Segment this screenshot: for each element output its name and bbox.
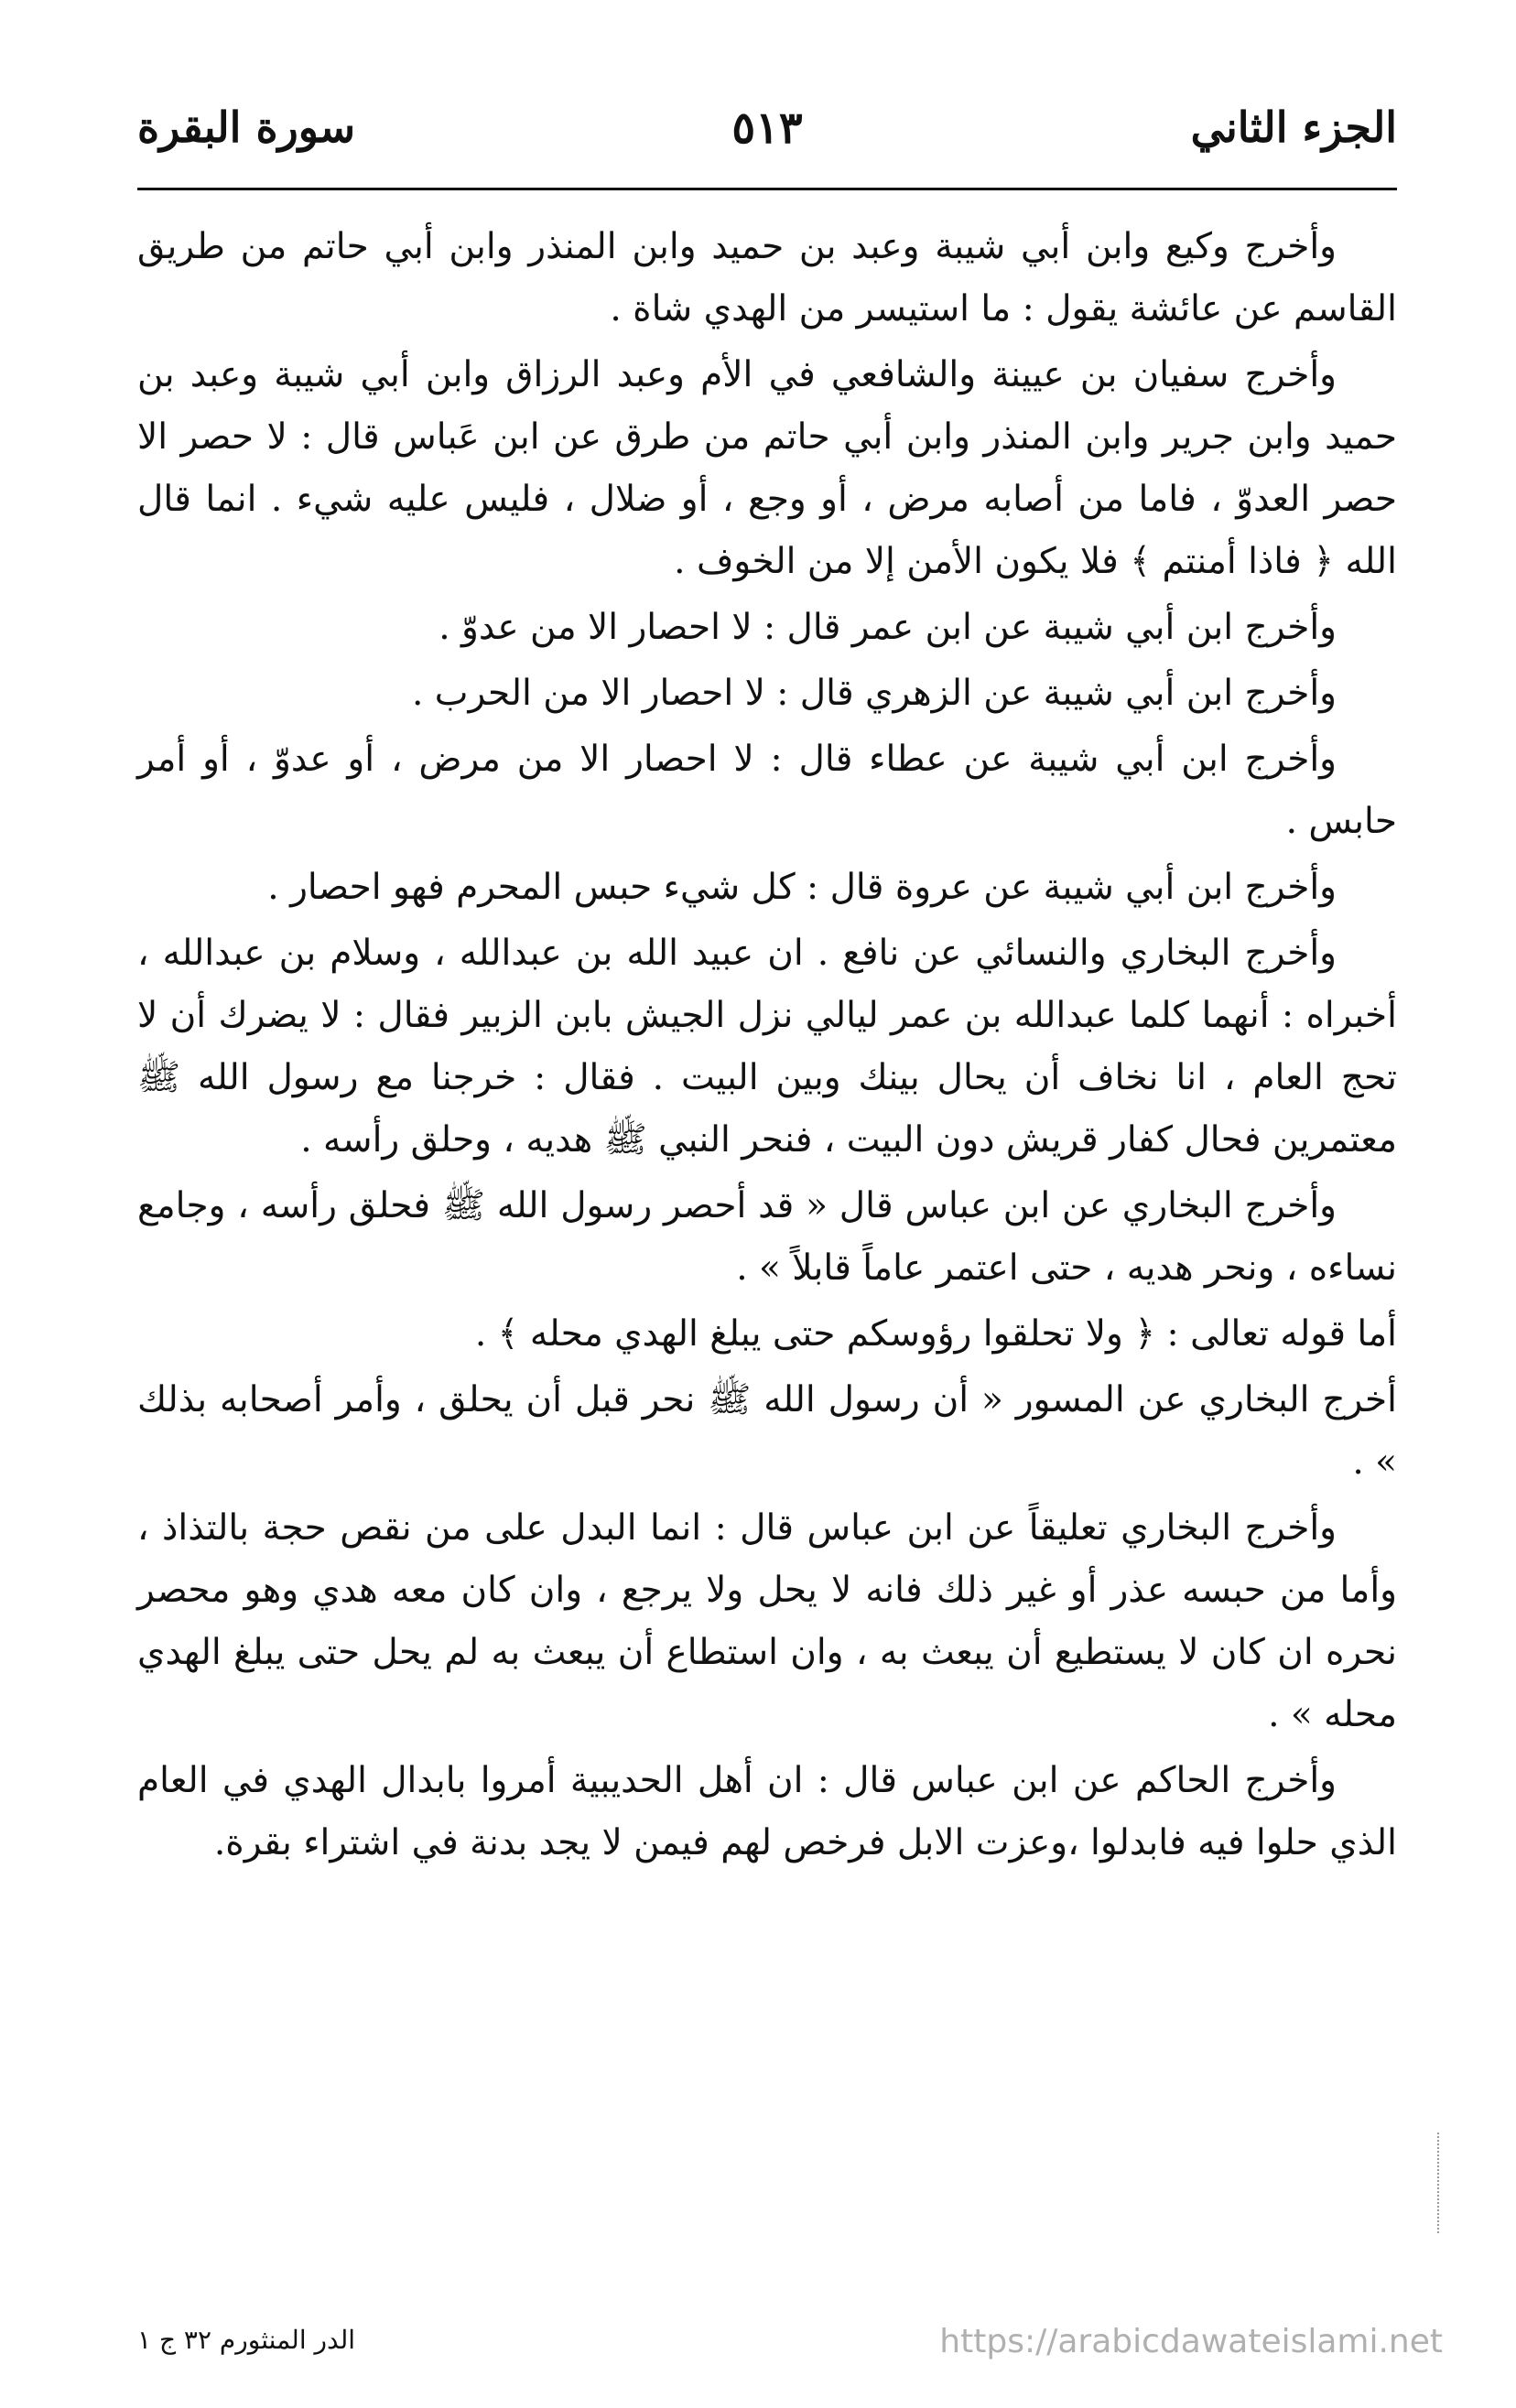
paragraph-2: وأخرج سفيان بن عيينة والشافعي في الأم وعبد الرزاق وابن أبي شيبة وعبد بن حميد وابن جرير وابن المنذر وابن أبي حاتم من طرق عن ابن عَباس قال : لا حصر الا حصر العدوّ ، فاما من أصابه مرض ، أو وجع ، أو ضلال ، فليس عليه شيء . انما قال الله ﴿ فاذا أمنتم ﴾ فلا يكون الأمن إلا من الخوف . — [137, 354, 1397, 582]
page-number: ٥١٣ — [731, 103, 803, 154]
part-title: الجزء الثاني — [1190, 103, 1397, 152]
page-body — [137, 216, 1397, 1878]
paragraph-3: وأخرج ابن أبي شيبة عن ابن عمر قال : لا احصار الا من عدوّ . — [439, 607, 1337, 648]
page-header — [137, 103, 1397, 176]
paragraph-12: وأخرج الحاكم عن ابن عباس قال : ان أهل الحديبية أمروا بابدال الهدي في العام الذي حلوا فيه فابدلوا ،وعزت الابل فرخص لهم فيمن لا يجد بدنة في اشتراء بقرة. — [137, 1760, 1397, 1863]
paragraph-8: وأخرج البخاري عن ابن عباس قال « قد أحصر رسول الله ﷺ فحلق رأسه ، وجامع نساءه ، ونحر هديه ، حتى اعتمر عاماً قابلاً » . — [137, 1185, 1397, 1289]
surah-title: سورة البقرة — [137, 103, 356, 152]
paragraph-4: وأخرج ابن أبي شيبة عن الزهري قال : لا احصار الا من الحرب . — [411, 673, 1337, 714]
paragraph-5: وأخرج ابن أبي شيبة عن عطاء قال : لا احصار الا من مرض ، أو عدوّ ، أو أمر حابس . — [137, 739, 1397, 842]
header-divider — [137, 188, 1397, 190]
paragraph-9: أما قوله تعالى : ﴿ ولا تحلقوا رؤوسكم حتى يبلغ الهدي محله ﴾ . — [474, 1313, 1397, 1355]
watermark-url: https://arabicdawateislami.net — [939, 2323, 1443, 2360]
paragraph-7: وأخرج البخاري والنسائي عن نافع . ان عبيد الله بن عبدالله ، وسلام بن عبدالله ، أخبراه : أنهما كلما عبدالله بن عمر ليالي نزل الجيش بابن الزبير فقال : لا يضرك أن لا تحج العام ، انا نخاف أن يحال بينك وبين البيت . فقال : خرجنا مع رسول الله ﷺ معتمرين فحال كفار قريش دون البيت ، فنحر النبي ﷺ هديه ، وحلق رأسه . — [137, 933, 1397, 1161]
paragraph-11: وأخرج البخاري تعليقاً عن ابن عباس قال : انما البدل على من نقص حجة بالتذاذ ، وأما من حبسه عذر أو غير ذلك فانه لا يحل ولا يرجع ، وان كان معه هدي وهو محصر نحره ان كان لا يستطيع أن يبعث به ، وان استطاع أن يبعث به لم يحل حتى يبلغ الهدي محله » . — [137, 1507, 1397, 1735]
margin-mark — [1437, 2133, 1439, 2233]
paragraph-1: وأخرج وكيع وابن أبي شيبة وعبد بن حميد وابن المنذر وابن أبي حاتم من طريق القاسم عن عائشة يقول : ما استيسر من الهدي شاة . — [137, 226, 1397, 329]
footer-signature: الدر المنثورم ٣٢ ج ١ — [137, 2325, 356, 2355]
paragraph-6: وأخرج ابن أبي شيبة عن عروة قال : كل شيء حبس المحرم فهو احصار . — [267, 867, 1337, 908]
paragraph-10: أخرج البخاري عن المسور « أن رسول الله ﷺ نحر قبل أن يحلق ، وأمر أصحابه بذلك » . — [137, 1379, 1397, 1483]
